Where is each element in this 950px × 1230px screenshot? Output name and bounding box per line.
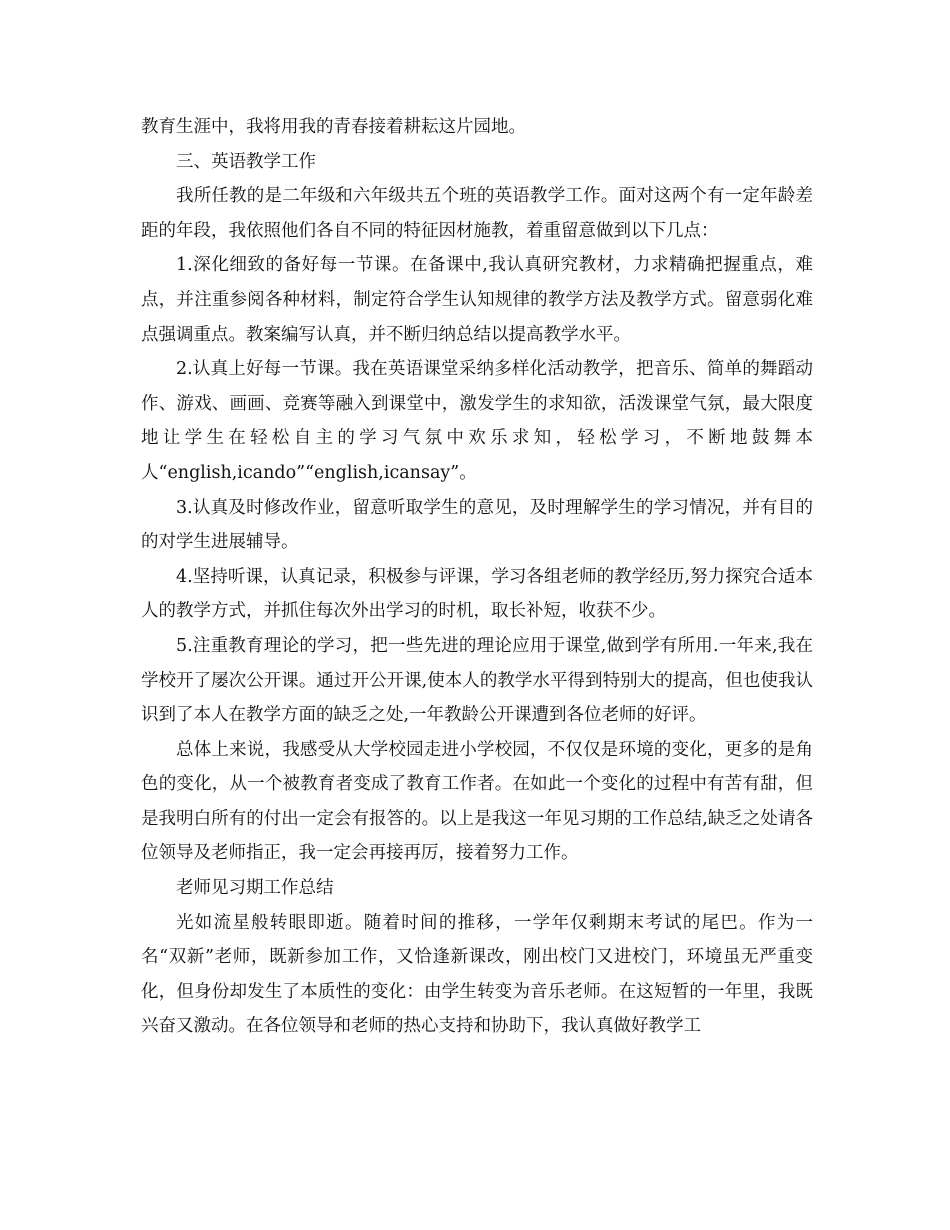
- paragraph-point-5: 5.注重教育理论的学习，把一些先进的理论应用于课堂,做到学有所用.一年来,我在学校开了屡次公开课。通过开公开课,使本人的教学水平得到特别大的提高，但也使我认识到了本人在教学方面的缺乏之处,一年教龄公开课遭到各位老师的好评。: [141, 635, 813, 726]
- section-heading-probation-summary: 老师见习期工作总结: [176, 878, 334, 899]
- paragraph-point-1: 1.深化细致的备好每一节课。在备课中,我认真研究教材，力求精确把握重点，难点，并注重参阅各种材料，制定符合学生认知规律的教学方法及教学方式。留意弱化难点强调重点。教案编写认真，并不断归纳总结以提高教学水平。: [141, 255, 813, 345]
- paragraph-point-2: 2.认真上好每一节课。我在英语课堂采纳多样化活动教学，把音乐、简单的舞蹈动作、游戏、画画、竞赛等融入到课堂中，激发学生的求知欲，活泼课堂气氛，最大限度地让学生在轻松自主的学习气氛中欢乐求知，轻松学习，不断地鼓舞本人“english,icando”“english,icansay”。: [141, 359, 813, 483]
- paragraph-continuation: 教育生涯中，我将用我的青春接着耕耘这片园地。: [141, 117, 526, 137]
- paragraph-point-3: 3.认真及时修改作业，留意听取学生的意见，及时理解学生的学习情况，并有目的的对学生进展辅导。: [141, 497, 813, 553]
- section-heading-english-teaching: 三、英语教学工作: [176, 151, 316, 172]
- paragraph-summary: 总体上来说，我感受从大学校园走进小学校园，不仅仅是环境的变化，更多的是角色的变化，从一个被教育者变成了教育工作者。在如此一个变化的过程中有苦有甜，但是我明白所有的付出一定会有报答的。以上是我这一年见习期的工作总结,缺乏之处请各位领导及老师指正，我一定会再接再厉，接着努力工作。: [141, 739, 813, 864]
- paragraph-point-4: 4.坚持听课，认真记录，积极参与评课，学习各组老师的教学经历,努力探究合适本人的教学方式，并抓住每次外出学习的时机，取长补短，收获不少。: [141, 566, 813, 622]
- document-body: [141, 110, 813, 1044]
- paragraph-intro: 我所任教的是二年级和六年级共五个班的英语教学工作。面对这两个有一定年龄差距的年段，我依照他们各自不同的特征因材施教，着重留意做到以下几点：: [141, 186, 813, 241]
- paragraph-probation-intro: 光如流星般转眼即逝。随着时间的推移，一学年仅剩期末考试的尾巴。作为一名“双新”老师，既新参加工作，又恰逢新课改，刚出校门又进校门，环境虽无严重变化，但身份却发生了本质性的变化：由学生转变为音乐老师。在这短暂的一年里，我既兴奋又激动。在各位领导和老师的热心支持和协助下，我认真做好教学工: [141, 912, 813, 1037]
